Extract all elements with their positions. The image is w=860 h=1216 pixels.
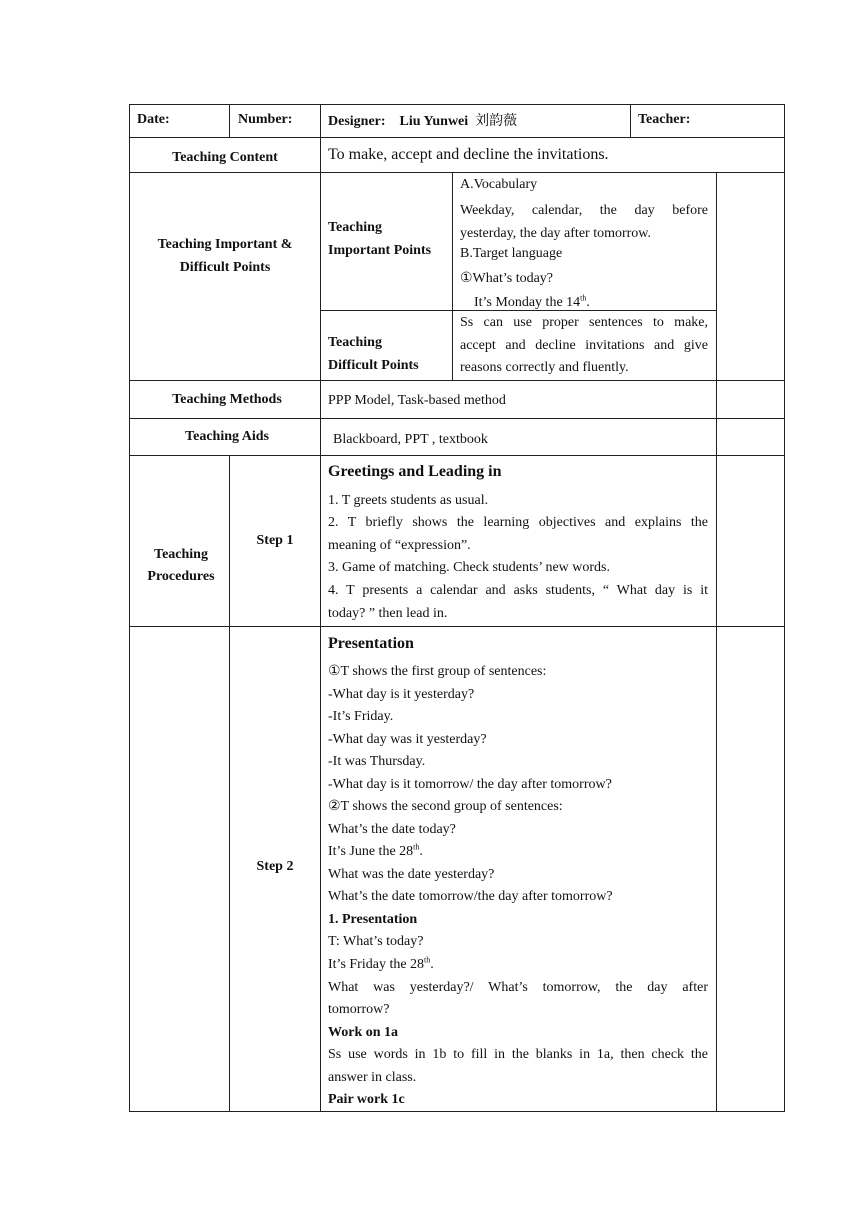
- rule: [129, 137, 785, 138]
- procedures-label-line2: Procedures: [147, 569, 215, 584]
- rule: [129, 172, 785, 173]
- step1-line: 4. T presents a calendar and asks students, “ What day is it: [328, 583, 708, 598]
- important-label-line2: Important Points: [328, 243, 432, 258]
- step1-heading: Greetings and Leading in: [328, 463, 502, 480]
- step1-line: today? ” then lead in.: [328, 606, 448, 621]
- teaching-methods-value: PPP Model, Task-based method: [328, 393, 506, 408]
- important-line: yesterday, the day after tomorrow.: [460, 226, 651, 241]
- step1-line: meaning of “expression”.: [328, 538, 471, 553]
- number-label: Number:: [238, 112, 293, 127]
- rule: [630, 104, 631, 138]
- step2-line: What’s the date tomorrow/the day after tomorrow?: [328, 889, 613, 904]
- rule: [784, 104, 785, 1112]
- rule: [452, 172, 453, 381]
- teacher-label: Teacher:: [638, 112, 691, 127]
- step2-line: answer in class.: [328, 1070, 417, 1085]
- difficult-line: accept and decline invitations and give: [460, 338, 708, 353]
- step2-line: T: What’s today?: [328, 934, 424, 949]
- step2-label: Step 2: [256, 859, 294, 874]
- difficult-line: reasons correctly and fluently.: [460, 360, 629, 375]
- important-line: ①What’s today?: [460, 271, 554, 286]
- step2-line: What’s the date today?: [328, 822, 456, 837]
- step2-subheading: Pair work 1c: [328, 1092, 405, 1107]
- teaching-aids-label: Teaching Aids: [185, 429, 269, 444]
- step2-subheading: 1. Presentation: [328, 912, 418, 927]
- step2-line: tomorrow?: [328, 1002, 390, 1017]
- step2-line: ①T shows the first group of sentences:: [328, 664, 547, 679]
- rule: [129, 380, 785, 381]
- designer-name-cn: 刘韵薇: [475, 113, 518, 129]
- step2-line: -It’s Friday.: [328, 709, 394, 724]
- designer-label: Designer:: [328, 114, 386, 129]
- teaching-methods-label: Teaching Methods: [172, 392, 282, 407]
- rule: [129, 418, 785, 419]
- step1-label: Step 1: [256, 533, 294, 548]
- step2-line: ②T shows the second group of sentences:: [328, 799, 563, 814]
- designer-field: [328, 110, 517, 133]
- step2-line: What was the date yesterday?: [328, 867, 495, 882]
- rule: [716, 172, 717, 1112]
- step2-line: -It was Thursday.: [328, 754, 426, 769]
- rule: [229, 104, 230, 138]
- difficult-label-line2: Difficult Points: [328, 358, 419, 373]
- designer-name: Liu Yunwei: [399, 114, 469, 129]
- step1-line: 1. T greets students as usual.: [328, 493, 489, 508]
- important-line: B.Target language: [460, 246, 563, 261]
- step2-line: -What day is it yesterday?: [328, 687, 475, 702]
- important-label-line1: Teaching: [328, 220, 382, 235]
- rule: [129, 455, 785, 456]
- step2-heading: Presentation: [328, 635, 414, 652]
- rule: [129, 104, 785, 105]
- teaching-aids-value: Blackboard, PPT , textbook: [333, 432, 488, 447]
- teaching-content-value: To make, accept and decline the invitations.: [328, 146, 609, 163]
- points-label-line1: Teaching Important &: [157, 237, 293, 252]
- step2-line: What was yesterday?/ What’s tomorrow, the day after: [328, 980, 708, 995]
- rule: [129, 626, 785, 627]
- points-label-line2: Difficult Points: [179, 260, 271, 275]
- important-line: Weekday, calendar, the day before: [460, 203, 708, 218]
- teaching-content-label: Teaching Content: [172, 150, 278, 165]
- step2-line: It’s Friday the 28th.: [328, 955, 434, 972]
- difficult-line: Ss can use proper sentences to make,: [460, 315, 708, 330]
- step2-line: Ss use words in 1b to fill in the blanks in 1a, then check the: [328, 1047, 708, 1062]
- date-label: Date:: [137, 112, 170, 127]
- step2-line: -What day was it yesterday?: [328, 732, 487, 747]
- step1-line: 2. T briefly shows the learning objectives and explains the: [328, 515, 708, 530]
- important-line: It’s Monday the 14th.: [474, 293, 590, 310]
- procedures-label-line1: Teaching: [154, 547, 208, 562]
- step2-subheading: Work on 1a: [328, 1025, 399, 1040]
- step2-line: -What day is it tomorrow/ the day after tomorrow?: [328, 777, 612, 792]
- important-line: A.Vocabulary: [460, 177, 538, 192]
- difficult-label-line1: Teaching: [328, 335, 382, 350]
- step2-line: It’s June the 28th.: [328, 842, 423, 859]
- rule: [129, 1111, 785, 1112]
- step1-line: 3. Game of matching. Check students’ new words.: [328, 560, 611, 575]
